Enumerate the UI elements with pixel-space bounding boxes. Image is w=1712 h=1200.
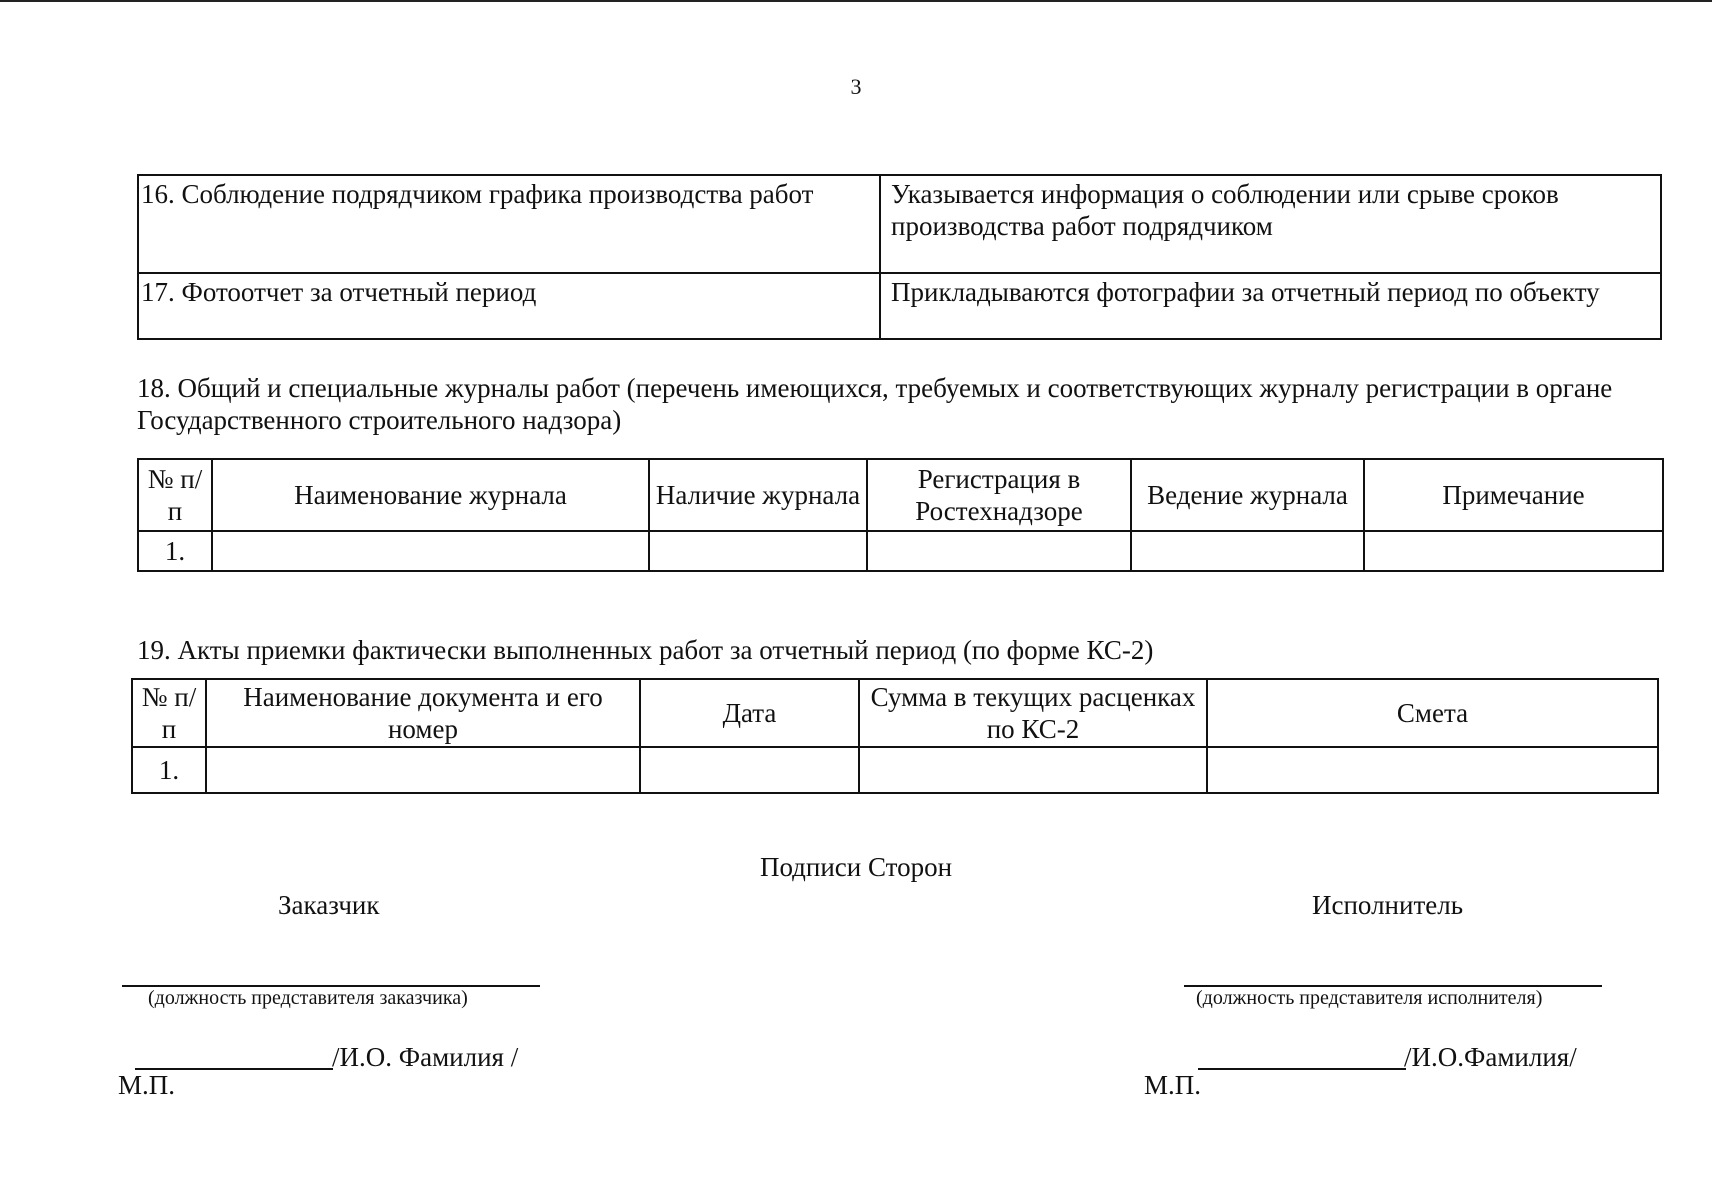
contractor-signature-line [1198, 1068, 1406, 1070]
cell-journal-name [212, 531, 649, 571]
item-16-label: 16. Соблюдение подрядчиком графика производства работ [138, 175, 880, 273]
customer-position-caption: (должность представителя заказчика) [148, 987, 468, 1009]
header-journal-keeping: Ведение журнала [1131, 459, 1364, 531]
item-16-description: Указывается информация о соблюдении или срыве сроков производства работ подрядчиком [880, 175, 1661, 273]
customer-label: Заказчик [278, 890, 380, 920]
table-row [138, 175, 1661, 273]
cell-registration [867, 531, 1131, 571]
cell-document-name [206, 747, 640, 793]
header-date: Дата [640, 679, 859, 747]
item-17-label: 17. Фотоотчет за отчетный период [138, 273, 880, 339]
header-note: Примечание [1364, 459, 1663, 531]
contractor-stamp: М.П. [1144, 1070, 1202, 1100]
table-header-row [138, 459, 1663, 531]
table-header-row [132, 679, 1658, 747]
header-document-name: Наименование документа и его номер [206, 679, 640, 747]
section-19-title: 19. Акты приемки фактически выполненных работ за отчетный период (по форме КС-2) [137, 635, 1154, 665]
section-18-title: 18. Общий и специальные журналы работ (перечень имеющихся, требуемых и соответствующих журналу регистрации в органе Государственного строительного надзора) [137, 373, 1613, 435]
cell-date [640, 747, 859, 793]
table-row [138, 531, 1663, 571]
customer-stamp: М.П. [118, 1070, 176, 1100]
signatures-title: Подписи Сторон [759, 852, 953, 882]
cell-sum [859, 747, 1207, 793]
header-journal-name: Наименование журнала [212, 459, 649, 531]
cell-journal-presence [649, 531, 867, 571]
table-row [132, 747, 1658, 793]
cell-number: 1. [138, 531, 212, 571]
cell-keeping [1131, 531, 1364, 571]
cell-number: 1. [132, 747, 206, 793]
header-number: № п/п [132, 679, 206, 747]
top-border-line [0, 0, 1712, 2]
table-row [138, 273, 1661, 339]
item-17-description: Прикладываются фотографии за отчетный период по объекту [880, 273, 1661, 339]
journals-table [137, 458, 1664, 572]
header-sum-ks2: Сумма в текущих расценках по КС-2 [859, 679, 1207, 747]
header-journal-presence: Наличие журнала [649, 459, 867, 531]
contractor-position-caption: (должность представителя исполнителя) [1196, 987, 1543, 1009]
table-items-16-17 [137, 174, 1662, 340]
header-number: № п/п [138, 459, 212, 531]
cell-note [1364, 531, 1663, 571]
cell-estimate [1207, 747, 1658, 793]
page-number: 3 [850, 74, 862, 99]
contractor-name: /И.О.Фамилия/ [1404, 1042, 1577, 1072]
contractor-label: Исполнитель [1312, 890, 1464, 920]
header-rostekhnadzor-registration: Регистрация в Ростехнадзоре [867, 459, 1131, 531]
acts-table [131, 678, 1659, 794]
header-estimate: Смета [1207, 679, 1658, 747]
customer-name: /И.О. Фамилия / [332, 1042, 519, 1072]
